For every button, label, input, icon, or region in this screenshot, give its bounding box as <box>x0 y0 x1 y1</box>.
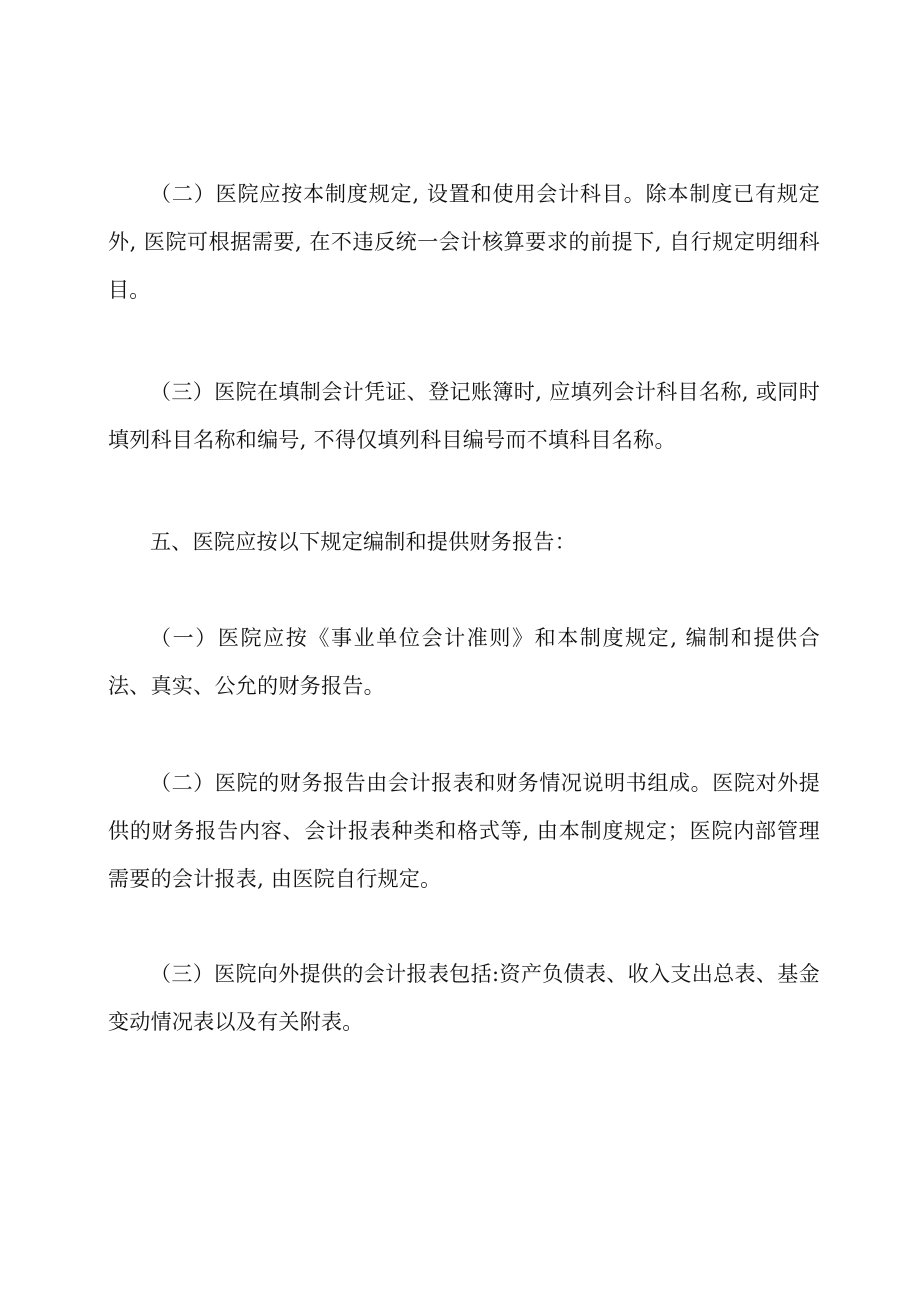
paragraph-account-subjects: （二）医院应按本制度规定, 设置和使用会计科目。除本制度已有规定外, 医院可根据需要, 在不违反统一会计核算要求的前提下, 自行规定明细科目。 <box>108 182 820 302</box>
paragraph-report-standards: （一）医院应按《事业单位会计准则》和本制度规定, 编制和提供合法、真实、公允的财务报告。 <box>108 626 820 698</box>
paragraph-report-composition: （二）医院的财务报告由会计报表和财务情况说明书组成。医院对外提供的财务报告内容、会计报表种类和格式等, 由本制度规定；医院内部管理需要的会计报表, 由医院自行规定。 <box>108 771 820 891</box>
paragraph-vouchers-ledgers: （三）医院在填制会计凭证、登记账簿时, 应填列会计科目名称, 或同时填列科目名称和编号, 不得仅填列科目编号而不填科目名称。 <box>108 380 820 452</box>
paragraph-external-statements: （三）医院向外提供的会计报表包括:资产负债表、收入支出总表、基金变动情况表以及有关附表。 <box>108 962 820 1034</box>
section-heading-financial-reports: 五、医院应按以下规定编制和提供财务报告： <box>150 530 576 554</box>
